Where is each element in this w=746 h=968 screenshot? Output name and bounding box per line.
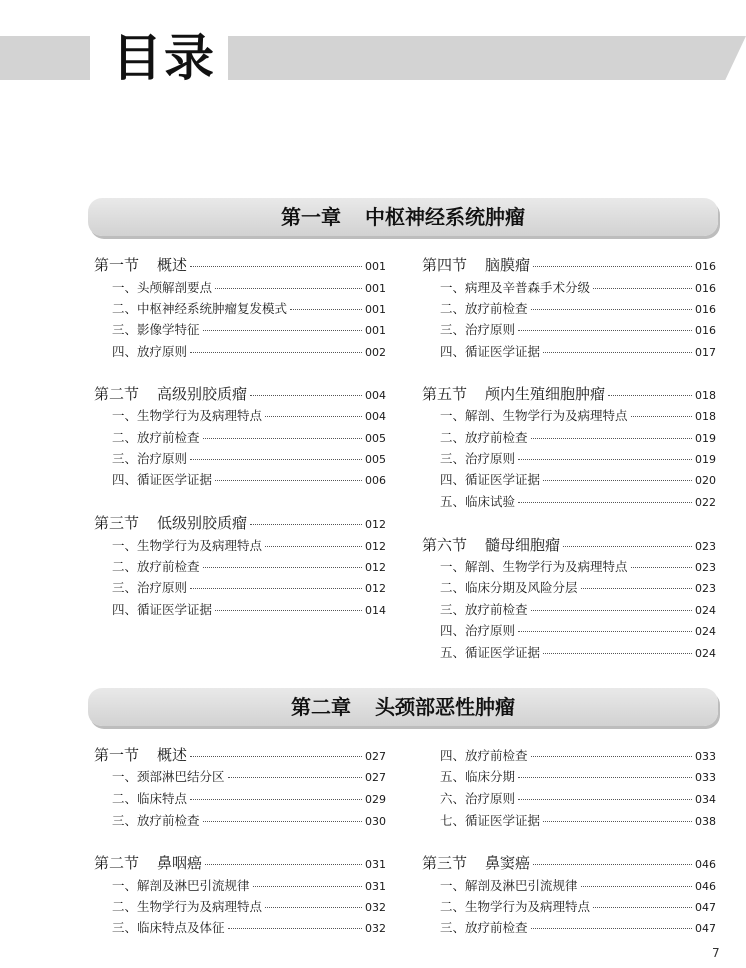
- toc-section[interactable]: [422, 852, 716, 873]
- toc-item[interactable]: [440, 557, 716, 575]
- toc-item[interactable]: [112, 342, 386, 360]
- section-number: 第三节: [94, 514, 140, 532]
- leader-dots: [563, 546, 692, 547]
- leader-dots: [265, 546, 362, 547]
- page-ref: 004: [365, 410, 386, 423]
- page-ref: 033: [695, 750, 716, 763]
- header-bar-right: [228, 36, 746, 80]
- section-number: 第五节: [422, 385, 468, 403]
- chapter-number: 第一章: [281, 205, 341, 229]
- page-ref: 024: [695, 604, 716, 617]
- toc-item[interactable]: [440, 320, 716, 338]
- page-ref: 032: [365, 901, 386, 914]
- toc-item[interactable]: [112, 406, 386, 424]
- toc-item[interactable]: [112, 278, 386, 296]
- toc-item[interactable]: [440, 428, 716, 446]
- leader-dots: [631, 416, 692, 417]
- toc-item[interactable]: [440, 342, 716, 360]
- leader-dots: [608, 395, 692, 396]
- leader-dots: [205, 864, 362, 865]
- leader-dots: [203, 821, 362, 822]
- item-title: 五、临床试验: [440, 494, 516, 509]
- item-title: 二、放疗前检查: [440, 430, 528, 445]
- section-number: 第二节: [94, 385, 140, 403]
- page-ref: 031: [365, 880, 386, 893]
- leader-dots: [543, 480, 692, 481]
- toc-item[interactable]: [112, 470, 386, 488]
- page-ref: 034: [695, 793, 716, 806]
- leader-dots: [518, 459, 692, 460]
- leader-dots: [518, 799, 692, 800]
- page-title: 目录: [112, 29, 216, 87]
- leader-dots: [581, 886, 692, 887]
- section-number: 第一节: [94, 746, 140, 764]
- item-title: 二、放疗前检查: [440, 301, 528, 316]
- section-title: 鼻窦癌: [485, 854, 531, 872]
- toc-item[interactable]: [440, 449, 716, 467]
- page-ref: 047: [695, 922, 716, 935]
- item-title: 三、临床特点及体征: [112, 920, 225, 935]
- leader-dots: [533, 864, 692, 865]
- page-ref: 024: [695, 647, 716, 660]
- header-bar-left: [0, 36, 90, 80]
- toc-section[interactable]: [422, 383, 716, 404]
- toc-item[interactable]: [112, 767, 386, 785]
- page-ref: 005: [365, 432, 386, 445]
- toc-item[interactable]: [112, 557, 386, 575]
- leader-dots: [203, 438, 362, 439]
- chapter-title: 中枢神经系统肿瘤: [365, 205, 525, 229]
- leader-dots: [531, 438, 692, 439]
- toc-item[interactable]: [112, 428, 386, 446]
- page-ref: 019: [695, 432, 716, 445]
- leader-dots: [228, 777, 362, 778]
- section-title: 高级别胶质瘤: [157, 385, 248, 403]
- page-ref: 020: [695, 474, 716, 487]
- leader-dots: [265, 416, 362, 417]
- leader-dots: [190, 352, 362, 353]
- toc-section[interactable]: [94, 512, 386, 533]
- section-title: 概述: [157, 746, 188, 764]
- leader-dots: [215, 480, 362, 481]
- item-title: 三、治疗原则: [440, 451, 516, 466]
- leader-dots: [190, 266, 362, 267]
- page-ref: 004: [365, 389, 386, 402]
- page-ref: 001: [365, 324, 386, 337]
- section-number: 第二节: [94, 854, 140, 872]
- item-title: 四、治疗原则: [440, 623, 516, 638]
- page-ref: 046: [695, 858, 716, 871]
- toc-item[interactable]: [440, 492, 716, 510]
- item-title: 一、头颅解剖要点: [112, 280, 213, 295]
- toc-item[interactable]: [112, 876, 386, 894]
- toc-item[interactable]: [440, 767, 716, 785]
- page-number: 7: [712, 946, 720, 960]
- toc-section[interactable]: [94, 254, 386, 275]
- toc-item[interactable]: [440, 811, 716, 829]
- leader-dots: [531, 610, 692, 611]
- chapter-title: 头颈部恶性肿瘤: [375, 695, 515, 719]
- page-ref: 001: [365, 303, 386, 316]
- leader-dots: [531, 309, 692, 310]
- item-title: 一、颈部淋巴结分区: [112, 769, 225, 784]
- chapter-2-banner: [88, 688, 718, 726]
- leader-dots: [631, 567, 692, 568]
- chapter-1-banner: [88, 198, 718, 236]
- leader-dots: [543, 352, 692, 353]
- leader-dots: [190, 459, 362, 460]
- page-ref: 019: [695, 453, 716, 466]
- leader-dots: [190, 588, 362, 589]
- leader-dots: [593, 288, 692, 289]
- leader-dots: [581, 588, 692, 589]
- item-title: 三、治疗原则: [112, 451, 188, 466]
- item-title: 七、循证医学证据: [440, 813, 541, 828]
- leader-dots: [215, 610, 362, 611]
- item-title: 一、解剖及淋巴引流规律: [440, 878, 578, 893]
- page-ref: 022: [695, 496, 716, 509]
- leader-dots: [203, 567, 362, 568]
- toc-item[interactable]: [112, 789, 386, 807]
- toc-section[interactable]: [94, 383, 386, 404]
- page-ref: 005: [365, 453, 386, 466]
- leader-dots: [203, 330, 362, 331]
- item-title: 四、循证医学证据: [112, 472, 213, 487]
- toc-item[interactable]: [440, 746, 716, 764]
- page-ref: 032: [365, 922, 386, 935]
- toc-item[interactable]: [440, 406, 716, 424]
- item-title: 三、治疗原则: [112, 580, 188, 595]
- section-title: 脑膜瘤: [485, 256, 531, 274]
- leader-dots: [228, 928, 362, 929]
- leader-dots: [518, 631, 692, 632]
- toc-section[interactable]: [94, 852, 386, 873]
- page-ref: 016: [695, 303, 716, 316]
- toc-item[interactable]: [440, 621, 716, 639]
- leader-dots: [543, 653, 692, 654]
- item-title: 四、循证医学证据: [112, 602, 213, 617]
- page-ref: 001: [365, 260, 386, 273]
- toc-item[interactable]: [112, 578, 386, 596]
- toc-item[interactable]: [112, 918, 386, 936]
- page-ref: 030: [365, 815, 386, 828]
- item-title: 四、放疗前检查: [440, 748, 528, 763]
- page-ref: 016: [695, 260, 716, 273]
- toc-item[interactable]: [440, 278, 716, 296]
- item-title: 五、临床分期: [440, 769, 516, 784]
- leader-dots: [215, 288, 362, 289]
- item-title: 二、生物学行为及病理特点: [440, 899, 591, 914]
- page-ref: 006: [365, 474, 386, 487]
- section-title: 鼻咽癌: [157, 854, 203, 872]
- section-number: 第四节: [422, 256, 468, 274]
- item-title: 三、放疗前检查: [112, 813, 200, 828]
- leader-dots: [253, 886, 362, 887]
- page-ref: 023: [695, 582, 716, 595]
- toc-item[interactable]: [112, 320, 386, 338]
- page-ref: 012: [365, 561, 386, 574]
- leader-dots: [265, 907, 362, 908]
- page-ref: 002: [365, 346, 386, 359]
- item-title: 三、放疗前检查: [440, 920, 528, 935]
- item-title: 二、生物学行为及病理特点: [112, 899, 263, 914]
- section-number: 第一节: [94, 256, 140, 274]
- toc-section[interactable]: [422, 534, 716, 555]
- leader-dots: [593, 907, 692, 908]
- toc-item[interactable]: [440, 470, 716, 488]
- page-ref: 018: [695, 389, 716, 402]
- page-ref: 018: [695, 410, 716, 423]
- section-title: 颅内生殖细胞肿瘤: [485, 385, 606, 403]
- leader-dots: [531, 756, 692, 757]
- leader-dots: [518, 502, 692, 503]
- item-title: 二、放疗前检查: [112, 559, 200, 574]
- section-title: 概述: [157, 256, 188, 274]
- item-title: 六、治疗原则: [440, 791, 516, 806]
- leader-dots: [250, 395, 362, 396]
- page-ref: 014: [365, 604, 386, 617]
- page-ref: 012: [365, 518, 386, 531]
- item-title: 三、治疗原则: [440, 322, 516, 337]
- toc-item[interactable]: [440, 918, 716, 936]
- page-ref: 016: [695, 324, 716, 337]
- toc-item[interactable]: [112, 897, 386, 915]
- item-title: 一、解剖、生物学行为及病理特点: [440, 408, 628, 423]
- page-ref: 016: [695, 282, 716, 295]
- item-title: 一、生物学行为及病理特点: [112, 408, 263, 423]
- leader-dots: [190, 756, 362, 757]
- item-title: 一、生物学行为及病理特点: [112, 538, 263, 553]
- page-ref: 031: [365, 858, 386, 871]
- page-ref: 001: [365, 282, 386, 295]
- item-title: 四、放疗原则: [112, 344, 188, 359]
- item-title: 二、临床分期及风险分层: [440, 580, 578, 595]
- item-title: 一、解剖及淋巴引流规律: [112, 878, 250, 893]
- leader-dots: [290, 309, 362, 310]
- toc-item[interactable]: [112, 536, 386, 554]
- page-ref: 033: [695, 771, 716, 784]
- leader-dots: [518, 330, 692, 331]
- toc-item[interactable]: [440, 578, 716, 596]
- toc-item[interactable]: [440, 897, 716, 915]
- leader-dots: [533, 266, 692, 267]
- leader-dots: [531, 928, 692, 929]
- page-ref: 046: [695, 880, 716, 893]
- item-title: 一、病理及辛普森手术分级: [440, 280, 591, 295]
- page-ref: 027: [365, 750, 386, 763]
- chapter-number: 第二章: [291, 695, 351, 719]
- item-title: 三、影像学特征: [112, 322, 200, 337]
- toc-item[interactable]: [112, 449, 386, 467]
- item-title: 四、循证医学证据: [440, 344, 541, 359]
- page-ref: 027: [365, 771, 386, 784]
- toc-section[interactable]: [94, 744, 386, 765]
- item-title: 三、放疗前检查: [440, 602, 528, 617]
- item-title: 五、循证医学证据: [440, 645, 541, 660]
- page-ref: 029: [365, 793, 386, 806]
- section-title: 低级别胶质瘤: [157, 514, 248, 532]
- toc-item[interactable]: [440, 299, 716, 317]
- section-number: 第六节: [422, 536, 468, 554]
- page-ref: 047: [695, 901, 716, 914]
- toc-item[interactable]: [112, 600, 386, 618]
- toc-item[interactable]: [440, 789, 716, 807]
- toc-item[interactable]: [440, 876, 716, 894]
- toc-item[interactable]: [440, 600, 716, 618]
- item-title: 二、临床特点: [112, 791, 188, 806]
- page-ref: 038: [695, 815, 716, 828]
- toc-item[interactable]: [440, 643, 716, 661]
- leader-dots: [190, 799, 362, 800]
- page-ref: 017: [695, 346, 716, 359]
- page-ref: 024: [695, 625, 716, 638]
- leader-dots: [250, 524, 362, 525]
- leader-dots: [518, 777, 692, 778]
- toc-section[interactable]: [422, 254, 716, 275]
- page-ref: 012: [365, 582, 386, 595]
- section-number: 第三节: [422, 854, 468, 872]
- toc-item[interactable]: [112, 811, 386, 829]
- page-ref: 023: [695, 540, 716, 553]
- item-title: 二、放疗前检查: [112, 430, 200, 445]
- page-ref: 012: [365, 540, 386, 553]
- leader-dots: [543, 821, 692, 822]
- item-title: 四、循证医学证据: [440, 472, 541, 487]
- toc-item[interactable]: [112, 299, 386, 317]
- item-title: 一、解剖、生物学行为及病理特点: [440, 559, 628, 574]
- section-title: 髓母细胞瘤: [485, 536, 561, 554]
- item-title: 二、中枢神经系统肿瘤复发模式: [112, 301, 288, 316]
- page-ref: 023: [695, 561, 716, 574]
